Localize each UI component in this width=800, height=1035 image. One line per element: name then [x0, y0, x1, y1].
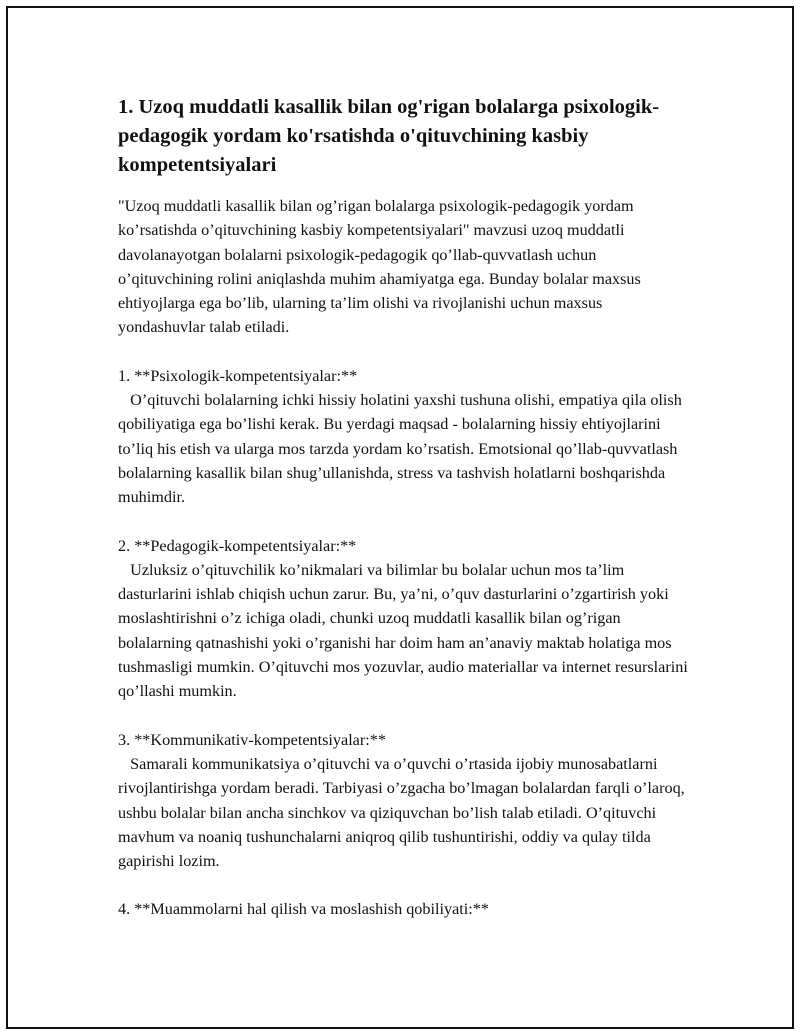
paragraph-gap: [118, 340, 688, 364]
section-body: Samarali kommunikatsiya o’qituvchi va o’quvchi o’rtasida ijobiy munosabatlarni rivojlantirishga yordam beradi. Tarbiyasi o’zgacha bo’lmagan bolalardan farqli o’laroq, ushbu bolalar bilan ancha sinchkov va qiziquvchan bo’lish talab etiladi. O’qituvchi mavhum va noaniq tushunchalarni aniqroq qilib tushuntirishi, oddiy va qulay tilda gapirishi lozim.: [118, 754, 689, 871]
document-title: 1. Uzoq muddatli kasallik bilan og'rigan bolalarga psixologik-pedagogik yordam ko'rsatishda o'qituvchining kasbiy kompetentsiyalari: [118, 96, 660, 176]
section-pedagogical: [118, 534, 692, 704]
paragraph-gap: [118, 510, 688, 534]
section-body: O’qituvchi bolalarning ichki hissiy holatini yaxshi tushuna olishi, empatiya qila olish qobiliyatiga ega bo’lishi kerak. Bu yerdagi maqsad - bolalarning hissiy ehtiyojlarini to’liq his etish va ularga mos tarzda yordam ko’rsatish. Emotsional qo’llab-quvvatlash bolalarning kasallik bilan shug’ullanishda, stress va tashvish holatlarni boshqarishda muhimdir.: [118, 391, 686, 507]
section-heading: 4. **Muammolarni hal qilish va moslashish qobiliyati:**: [118, 900, 489, 919]
section-heading: 2. **Pedagogik-kompetentsiyalar:**: [118, 536, 357, 555]
section-psychological: [118, 364, 688, 510]
section-body: Uzluksiz o’qituvchilik ko’nikmalari va bilimlar bu bolalar uchun mos ta’lim dasturlarini ishlab chiqish uchun zarur. Bu, ya’ni, o’quv dasturlarini o’zgartirish yoki moslashtirishni o’z ichiga oladi, chunki uzoq muddatli kasallik bilan og’rigan bolalarning qatnashishi yoki o’rganishi har doim ham an’anaviy maktab holatiga mos tushmasligi mumkin. O’qituvchi mos yozuvlar, audio materiallar va internet resurslarini qo’llashi mumkin.: [118, 560, 692, 701]
section-heading: 3. **Kommunikativ-kompetentsiyalar:**: [118, 730, 386, 749]
section-problem-solving: [118, 897, 688, 921]
section-communicative: [118, 728, 688, 874]
paragraph-gap: [118, 873, 688, 897]
paragraph-gap: [118, 704, 688, 728]
section-heading: 1. **Psixologik-kompetentsiyalar:**: [118, 366, 358, 385]
document-body: [118, 93, 692, 922]
intro-paragraph: "Uzoq muddatli kasallik bilan og’rigan bolalarga psixologik-pedagogik yordam ko’rsatishda o’qituvchining kasbiy kompetentsiyalari" mavzusi uzoq muddatli davolanayotgan bolalarni psixologik-pedagogik qo’llab-quvvatlash uchun o’qituvchining rolini aniqlashda muhim ahamiyatga ega. Bunday bolalar maxsus ehtiyojlarga ega bo’lib, ularning ta’lim olishi va rivojlanishi uchun maxsus yondashuvlar talab etiladi.: [118, 197, 645, 337]
